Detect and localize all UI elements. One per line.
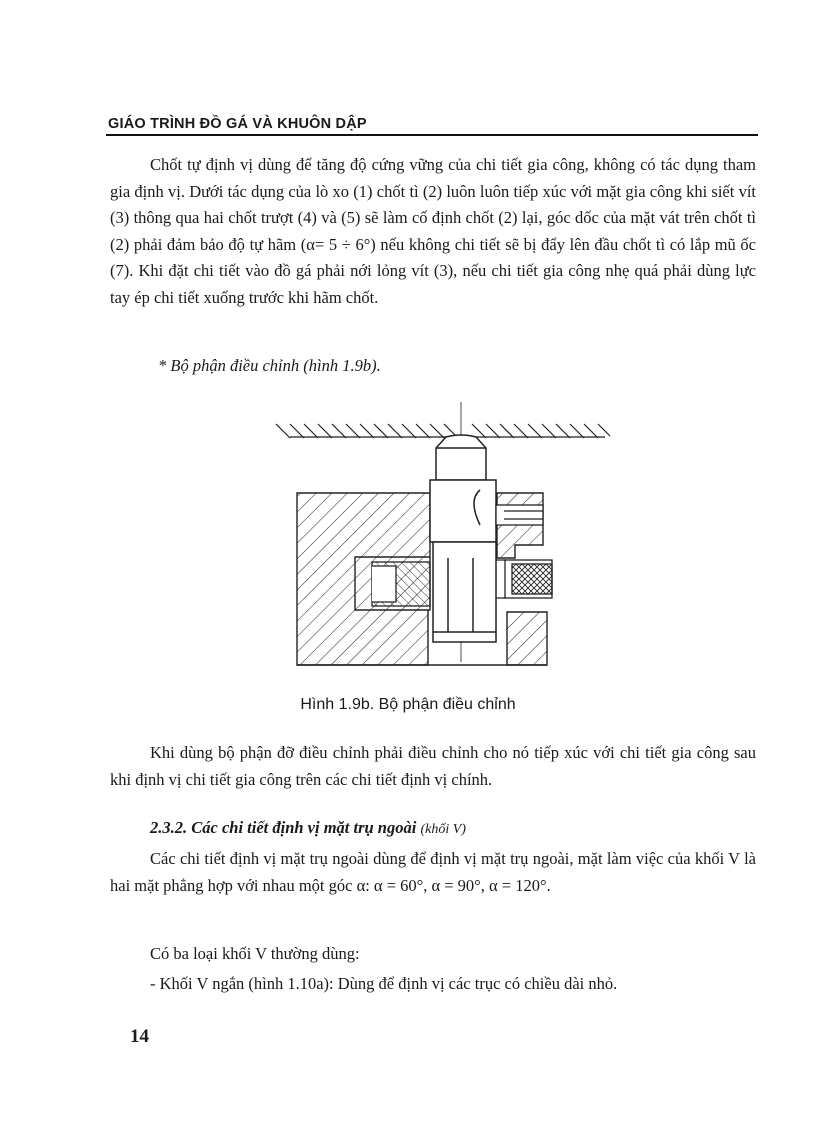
section-note: (khối V) xyxy=(420,822,466,837)
subheading-adjustment-part: * Bộ phận điều chỉnh (hình 1.9b). xyxy=(158,356,381,375)
running-header: GIÁO TRÌNH ĐỒ GÁ VÀ KHUÔN DẬP xyxy=(108,116,367,132)
section-heading xyxy=(150,818,466,838)
slide-pin-left xyxy=(372,562,430,606)
page-number: 14 xyxy=(130,1026,149,1047)
section-title: 2.3.2. Các chi tiết định vị mặt trụ ngoài xyxy=(150,818,417,837)
line-three-types: Có ba loại khối V thường dùng: xyxy=(150,944,360,963)
support-pin xyxy=(430,435,496,642)
paragraph-self-locating-pin: Chốt tự định vị dùng để tăng độ cứng vững của chi tiết gia công, không có tác dụng tham gia định vị. Dưới tác dụng của lò xo (1) chốt tì (2) luôn luôn tiếp xúc với mặt gia công khi siết vít (3) thông qua hai chốt trượt (4) và (5) sẽ làm cố định chốt (2) lại, góc dốc của mặt vát trên chốt tì (2) phải đảm bảo độ tự hãm (α= 5 ÷ 6°) nếu không chi tiết sẽ bị đẩy lên đầu chốt tì có lắp mũ ốc (7). Khi đặt chi tiết vào đồ gá phải nới lỏng vít (3), nếu chi tiết gia công nhẹ quá phải dùng lực tay ép chi tiết xuống trước khi hãm chốt. xyxy=(110,155,756,307)
line-short-v-block: - Khối V ngắn (hình 1.10a): Dùng để định vị các trục có chiều dài nhỏ. xyxy=(150,974,618,993)
paragraph-adjustment-usage: Khi dùng bộ phận đỡ điều chỉnh phải điều chỉnh cho nó tiếp xúc với chi tiết gia công sau khi định vị chi tiết gia công trên các chi tiết định vị chính. xyxy=(110,743,756,789)
figure-caption: Hình 1.9b. Bộ phận điều chỉnh xyxy=(300,696,516,713)
workpiece-surface xyxy=(276,424,610,438)
paragraph-v-block: Các chi tiết định vị mặt trụ ngoài dùng để định vị mặt trụ ngoài, mặt làm việc của khối V là hai mặt phẳng hợp với nhau một góc α: α = 60°, α = 90°, α = 120°. xyxy=(110,849,756,895)
